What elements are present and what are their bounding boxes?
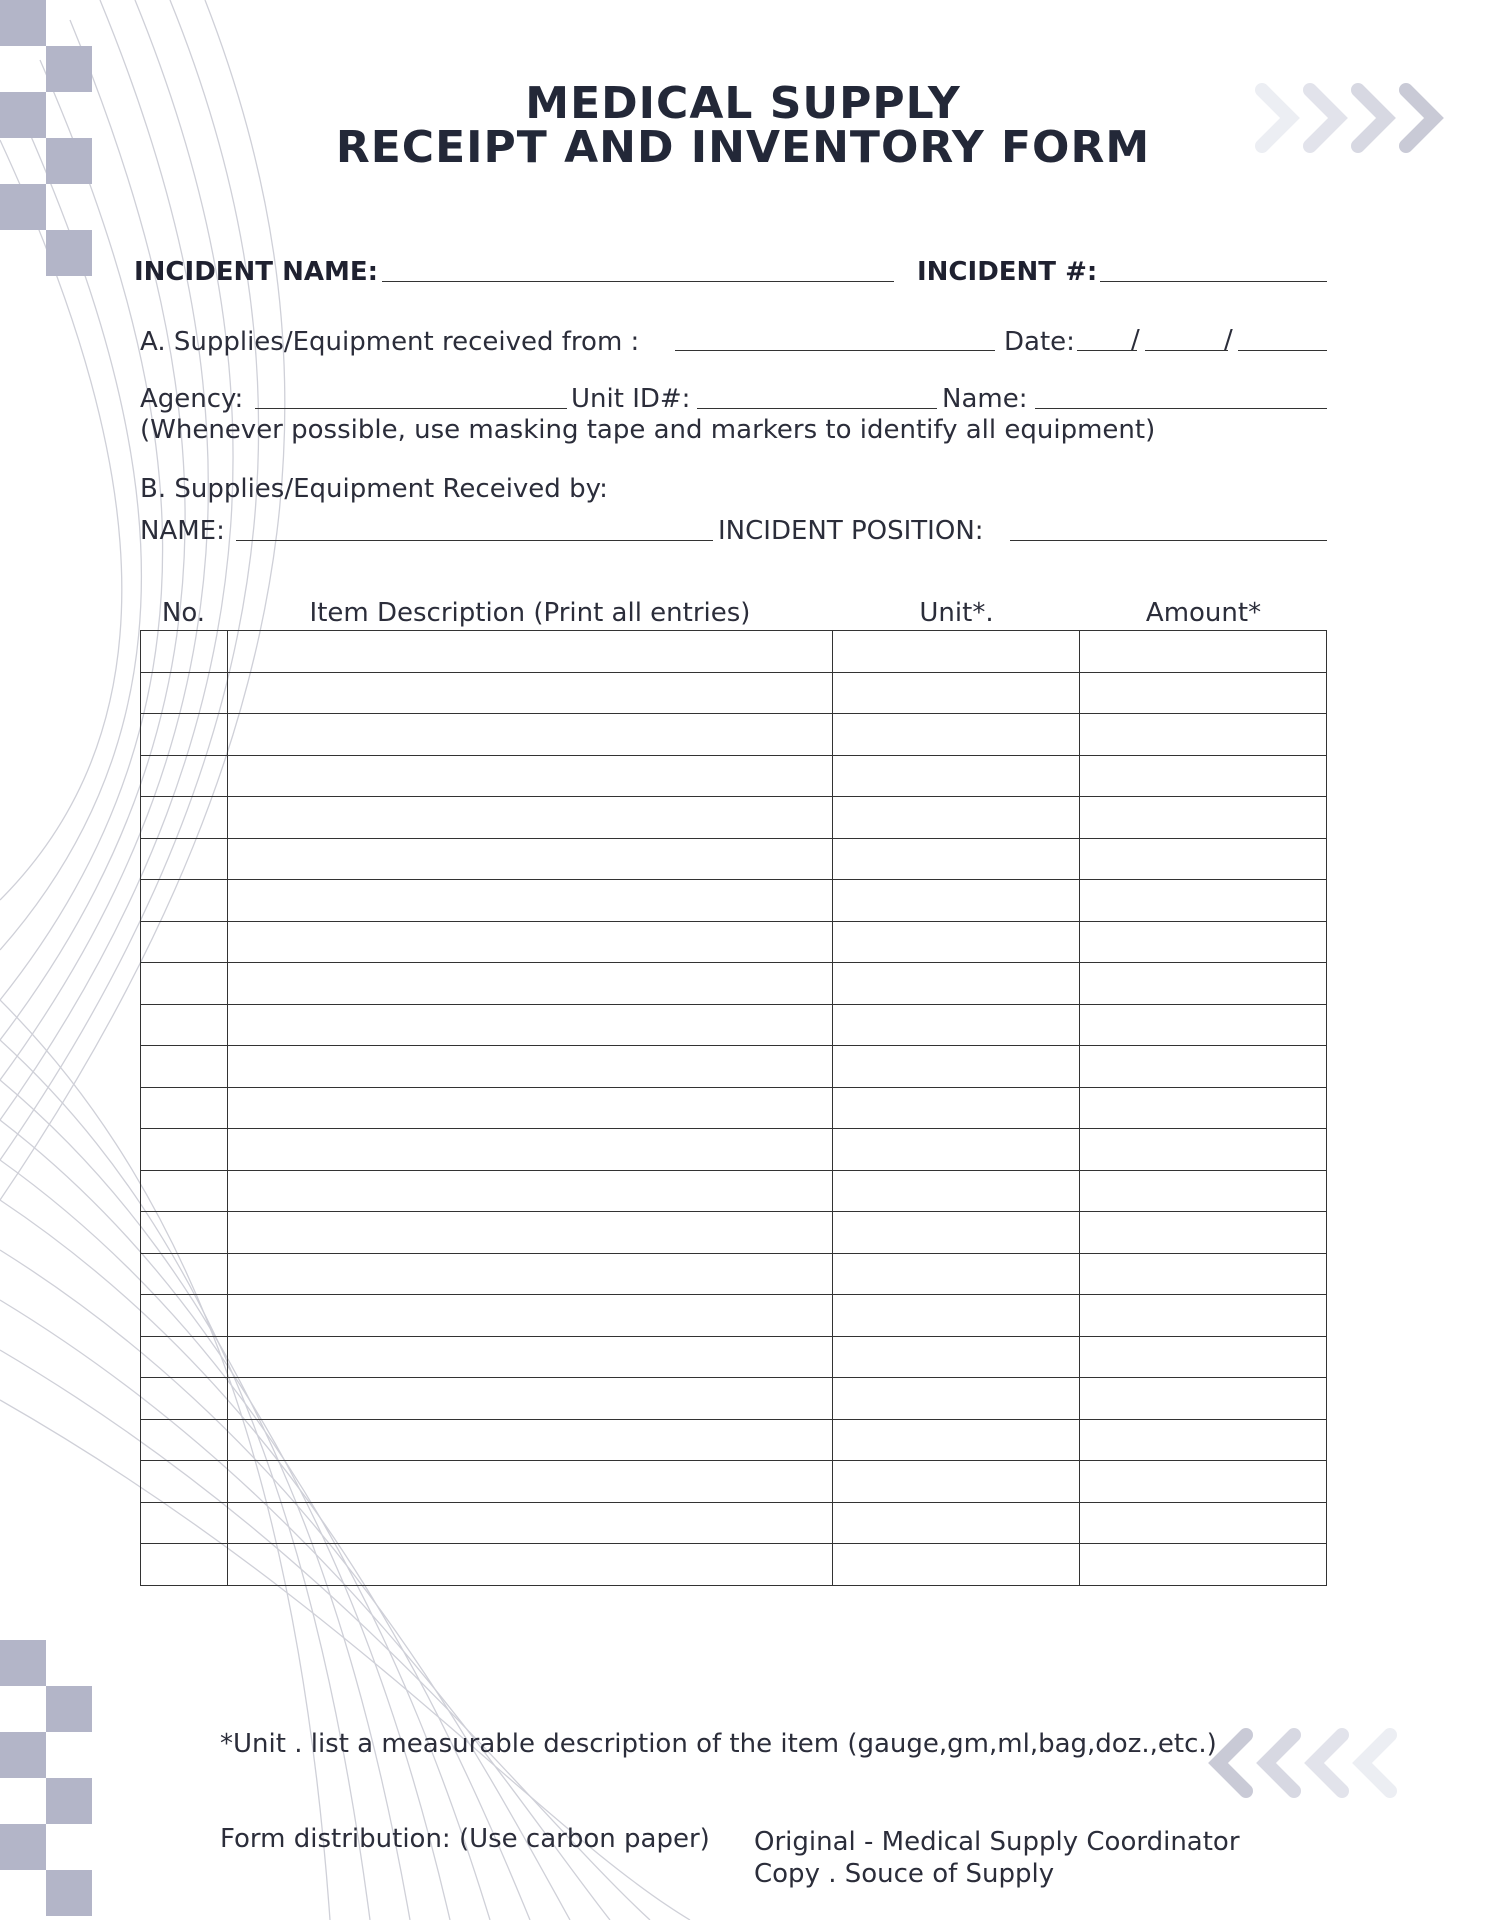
cell-item-description[interactable] [227, 1419, 832, 1461]
cell-amount[interactable] [1080, 1004, 1327, 1046]
cell-no[interactable] [141, 631, 228, 673]
cell-item-description[interactable] [227, 1502, 832, 1544]
cell-item-description[interactable] [227, 1129, 832, 1171]
cell-amount[interactable] [1080, 1212, 1327, 1254]
cell-no[interactable] [141, 1295, 228, 1337]
distribution-copy: Copy . Souce of Supply [754, 1859, 1055, 1889]
cell-item-description[interactable] [227, 1295, 832, 1337]
form-title-line1: MEDICAL SUPPLY [525, 78, 961, 129]
cell-no[interactable] [141, 1004, 228, 1046]
table-row [141, 1461, 1327, 1503]
table-row [141, 1253, 1327, 1295]
column-header-item-description: Item Description (Print all entries) [309, 598, 751, 628]
cell-item-description[interactable] [227, 1212, 832, 1254]
distribution-label: Form distribution: (Use carbon paper) [220, 1824, 710, 1854]
cell-no[interactable] [141, 1170, 228, 1212]
form-title-line2: RECEIPT AND INVENTORY FORM [335, 122, 1151, 173]
cell-amount[interactable] [1080, 755, 1327, 797]
table-row [141, 797, 1327, 839]
cell-unit[interactable] [833, 1502, 1080, 1544]
cell-no[interactable] [141, 1129, 228, 1171]
table-row [141, 1170, 1327, 1212]
cell-item-description[interactable] [227, 880, 832, 922]
cell-item-description[interactable] [227, 755, 832, 797]
decor-square [0, 1824, 46, 1870]
cell-unit[interactable] [833, 1129, 1080, 1171]
cell-no[interactable] [141, 963, 228, 1005]
decor-square [0, 1732, 46, 1778]
table-row [141, 672, 1327, 714]
cell-item-description[interactable] [227, 672, 832, 714]
cell-amount[interactable] [1080, 672, 1327, 714]
inventory-table [140, 630, 1327, 1586]
cell-no[interactable] [141, 1461, 228, 1503]
table-row [141, 963, 1327, 1005]
cell-unit[interactable] [833, 880, 1080, 922]
unit-id-label: Unit ID#: [571, 384, 691, 414]
decor-square [0, 1640, 46, 1686]
table-row [141, 1295, 1327, 1337]
cell-no[interactable] [141, 1502, 228, 1544]
incident-name-field[interactable] [382, 281, 894, 282]
table-row [141, 1544, 1327, 1586]
table-row [141, 714, 1327, 756]
received-from-field[interactable] [675, 350, 995, 351]
cell-unit[interactable] [833, 1378, 1080, 1420]
cell-unit[interactable] [833, 714, 1080, 756]
cell-item-description[interactable] [227, 1544, 832, 1586]
table-row [141, 631, 1327, 673]
cell-unit[interactable] [833, 1046, 1080, 1088]
cell-no[interactable] [141, 1046, 228, 1088]
decor-square [0, 0, 46, 46]
table-row [141, 1502, 1327, 1544]
date-separator: / [1131, 325, 1140, 355]
cell-amount[interactable] [1080, 631, 1327, 673]
cell-amount[interactable] [1080, 797, 1327, 839]
cell-no[interactable] [141, 1087, 228, 1129]
cell-amount[interactable] [1080, 1544, 1327, 1586]
unit-id-field[interactable] [697, 408, 937, 409]
date-separator: / [1224, 325, 1233, 355]
table-row [141, 1004, 1327, 1046]
cell-unit[interactable] [833, 631, 1080, 673]
cell-item-description[interactable] [227, 963, 832, 1005]
cell-item-description[interactable] [227, 1253, 832, 1295]
unit-footnote: *Unit . list a measurable description of the item (gauge,gm,ml,bag,doz.,etc.) [220, 1729, 1217, 1759]
cell-amount[interactable] [1080, 1170, 1327, 1212]
cell-unit[interactable] [833, 1295, 1080, 1337]
cell-amount[interactable] [1080, 1129, 1327, 1171]
decor-square [46, 1686, 92, 1732]
cell-no[interactable] [141, 714, 228, 756]
date-day-field[interactable] [1145, 350, 1228, 351]
column-header-unit: Unit*. [919, 598, 994, 628]
cell-item-description[interactable] [227, 1170, 832, 1212]
cell-amount[interactable] [1080, 880, 1327, 922]
cell-unit[interactable] [833, 1544, 1080, 1586]
cell-no[interactable] [141, 1253, 228, 1295]
incident-name-label: INCIDENT NAME: [134, 257, 378, 287]
incident-position-field[interactable] [1010, 540, 1327, 541]
cell-no[interactable] [141, 1336, 228, 1378]
table-row [141, 1212, 1327, 1254]
cell-item-description[interactable] [227, 714, 832, 756]
table-row [141, 1087, 1327, 1129]
cell-item-description[interactable] [227, 797, 832, 839]
cell-amount[interactable] [1080, 1336, 1327, 1378]
receiver-name-label: NAME: [140, 516, 225, 546]
table-row [141, 880, 1327, 922]
cell-unit[interactable] [833, 921, 1080, 963]
cell-amount[interactable] [1080, 1378, 1327, 1420]
cell-no[interactable] [141, 797, 228, 839]
cell-unit[interactable] [833, 755, 1080, 797]
table-row [141, 1129, 1327, 1171]
cell-unit[interactable] [833, 838, 1080, 880]
column-header-no: No. [161, 598, 206, 628]
decor-square [46, 1870, 92, 1916]
receiver-name-field[interactable] [236, 540, 713, 541]
table-row [141, 1378, 1327, 1420]
cell-unit[interactable] [833, 1004, 1080, 1046]
cell-no[interactable] [141, 1378, 228, 1420]
cell-item-description[interactable] [227, 1378, 832, 1420]
cell-amount[interactable] [1080, 1461, 1327, 1503]
cell-no[interactable] [141, 755, 228, 797]
table-row [141, 1336, 1327, 1378]
cell-amount[interactable] [1080, 838, 1327, 880]
cell-unit[interactable] [833, 1461, 1080, 1503]
date-year-field[interactable] [1238, 350, 1327, 351]
cell-amount[interactable] [1080, 1046, 1327, 1088]
cell-no[interactable] [141, 1212, 228, 1254]
cell-amount[interactable] [1080, 963, 1327, 1005]
cell-item-description[interactable] [227, 921, 832, 963]
cell-unit[interactable] [833, 672, 1080, 714]
incident-number-field[interactable] [1100, 281, 1327, 282]
cell-unit[interactable] [833, 1212, 1080, 1254]
cell-unit[interactable] [833, 1419, 1080, 1461]
cell-item-description[interactable] [227, 1046, 832, 1088]
cell-unit[interactable] [833, 1087, 1080, 1129]
agency-label: Agency: [140, 384, 244, 414]
cell-item-description[interactable] [227, 838, 832, 880]
cell-amount[interactable] [1080, 1502, 1327, 1544]
cell-unit[interactable] [833, 1170, 1080, 1212]
cell-no[interactable] [141, 1544, 228, 1586]
cell-no[interactable] [141, 880, 228, 922]
cell-amount[interactable] [1080, 1253, 1327, 1295]
cell-no[interactable] [141, 672, 228, 714]
agency-field[interactable] [255, 408, 567, 409]
table-row [141, 1419, 1327, 1461]
decor-square [46, 230, 92, 276]
received-by-heading: B. Supplies/Equipment Received by: [140, 474, 608, 504]
distribution-original: Original - Medical Supply Coordinator [754, 1827, 1240, 1857]
table-row [141, 838, 1327, 880]
incident-number-label: INCIDENT #: [917, 257, 1098, 287]
cell-unit[interactable] [833, 963, 1080, 1005]
table-row [141, 755, 1327, 797]
cell-item-description[interactable] [227, 1336, 832, 1378]
cell-item-description[interactable] [227, 1461, 832, 1503]
date-month-field[interactable] [1077, 350, 1137, 351]
cell-no[interactable] [141, 921, 228, 963]
column-header-amount: Amount* [1145, 598, 1262, 628]
cell-unit[interactable] [833, 1253, 1080, 1295]
cell-unit[interactable] [833, 1336, 1080, 1378]
name-label: Name: [942, 384, 1028, 414]
cell-item-description[interactable] [227, 1087, 832, 1129]
cell-amount[interactable] [1080, 714, 1327, 756]
cell-no[interactable] [141, 838, 228, 880]
cell-amount[interactable] [1080, 1087, 1327, 1129]
cell-item-description[interactable] [227, 631, 832, 673]
cell-no[interactable] [141, 1419, 228, 1461]
cell-amount[interactable] [1080, 1295, 1327, 1337]
cell-item-description[interactable] [227, 1004, 832, 1046]
decor-square [46, 1778, 92, 1824]
date-label: Date: [1004, 327, 1075, 357]
table-row [141, 1046, 1327, 1088]
cell-unit[interactable] [833, 797, 1080, 839]
cell-amount[interactable] [1080, 921, 1327, 963]
table-row [141, 921, 1327, 963]
cell-amount[interactable] [1080, 1419, 1327, 1461]
equipment-note: (Whenever possible, use masking tape and markers to identify all equipment) [140, 415, 1156, 445]
incident-position-label: INCIDENT POSITION: [718, 516, 984, 546]
decor-square [0, 184, 46, 230]
name-field[interactable] [1035, 408, 1327, 409]
received-from-label: A. Supplies/Equipment received from : [140, 327, 640, 357]
